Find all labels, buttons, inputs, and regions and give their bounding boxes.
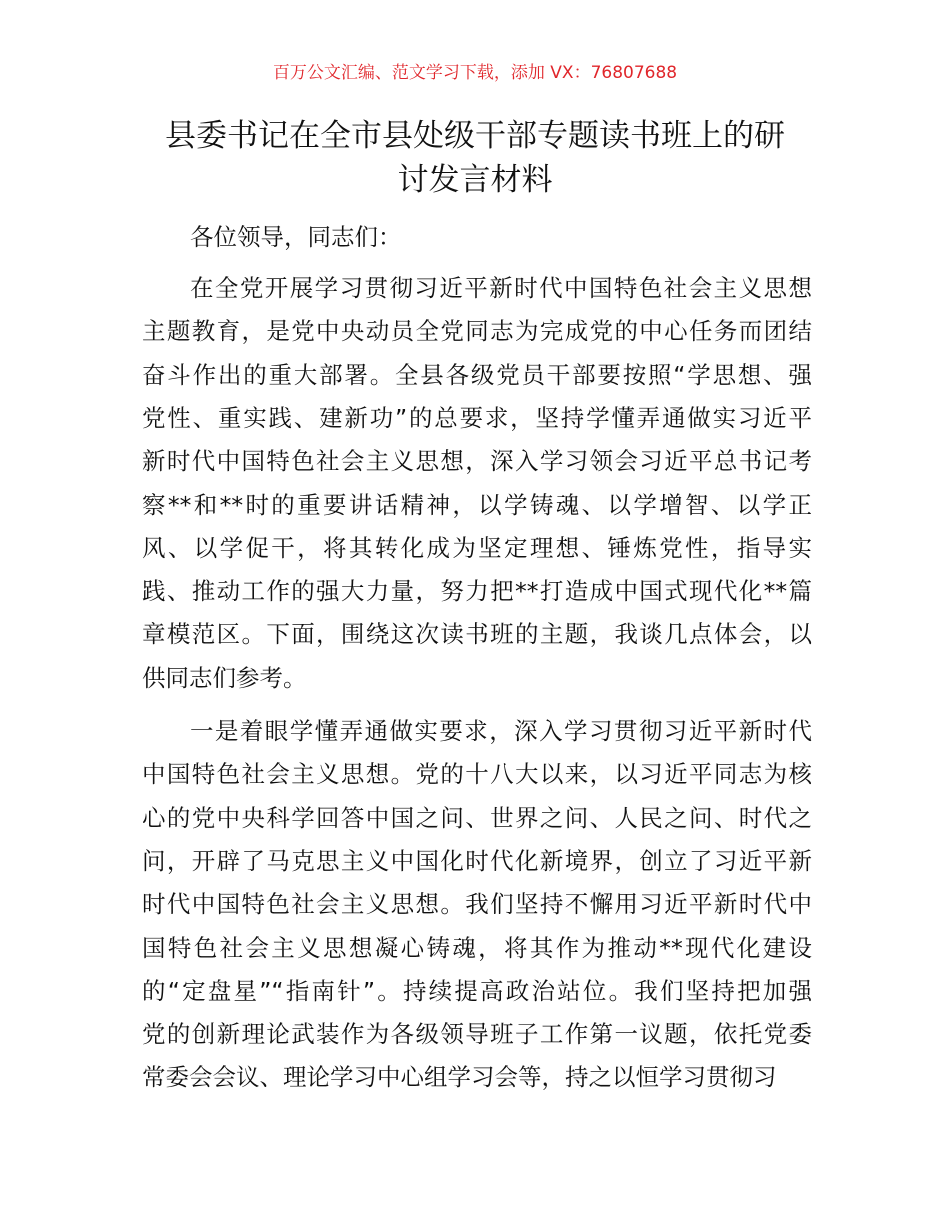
title-line: 县委书记在全市县处级干部专题读书班上的研 xyxy=(165,118,785,154)
text-line: 党性、重实践、建新功”的总要求，坚持学懂弄通做实习近平 xyxy=(142,403,812,432)
text-line: 常委会会议、理论学习中心组学习会等，持之以恒学习贯彻习 xyxy=(142,1063,777,1092)
text-line: 党的创新理论武装作为各级领导班子工作第一议题，依托党委 xyxy=(142,1020,812,1049)
document-title xyxy=(120,114,830,202)
text-line: 章模范区。下面，围绕这次读书班的主题，我谈几点体会，以 xyxy=(142,620,812,649)
text-line: 在全党开展学习贯彻习近平新时代中国特色社会主义思想 xyxy=(190,274,812,302)
text-line: 国特色社会主义思想凝心铸魂，将其作为推动**现代化建设 xyxy=(142,933,812,962)
text-line: 时代中国特色社会主义思想。我们坚持不懈用习近平新时代中 xyxy=(142,890,812,919)
watermark-text: 百万公文汇编、范文学习下载，添加 VX：76807688 xyxy=(272,63,678,83)
title-line: 讨发言材料 xyxy=(397,162,553,198)
text-line: 的“定盘星”“指南针”。持续提高政治站位。我们坚持把加强 xyxy=(142,976,812,1005)
text-line: 供同志们参考。 xyxy=(142,663,307,692)
text-line: 一是着眼学懂弄通做实要求，深入学习贯彻习近平新时代 xyxy=(190,717,812,745)
text-line: 中国特色社会主义思想。党的十八大以来，以习近平同志为核 xyxy=(142,760,812,789)
text-line: 奋斗作出的重大部署。全县各级党员干部要按照“学思想、强 xyxy=(142,360,812,389)
text-line: 践、推动工作的强大力量，努力把**打造成中国式现代化**篇 xyxy=(142,577,812,606)
text-line: 新时代中国特色社会主义思想，深入学习领会习近平总书记考 xyxy=(142,447,812,476)
text-line: 主题教育，是党中央动员全党同志为完成党的中心任务而团结 xyxy=(142,317,812,346)
text-line: 察**和**时的重要讲话精神，以学铸魂、以学增智、以学正 xyxy=(142,490,812,519)
text-line: 各位领导，同志们： xyxy=(190,223,402,251)
text-line: 心的党中央科学回答中国之问、世界之问、人民之问、时代之 xyxy=(142,803,812,832)
text-line: 问，开辟了马克思主义中国化时代化新境界，创立了习近平新 xyxy=(142,846,812,875)
text-line: 风、以学促干，将其转化成为坚定理想、锤炼党性，指导实 xyxy=(142,533,812,562)
